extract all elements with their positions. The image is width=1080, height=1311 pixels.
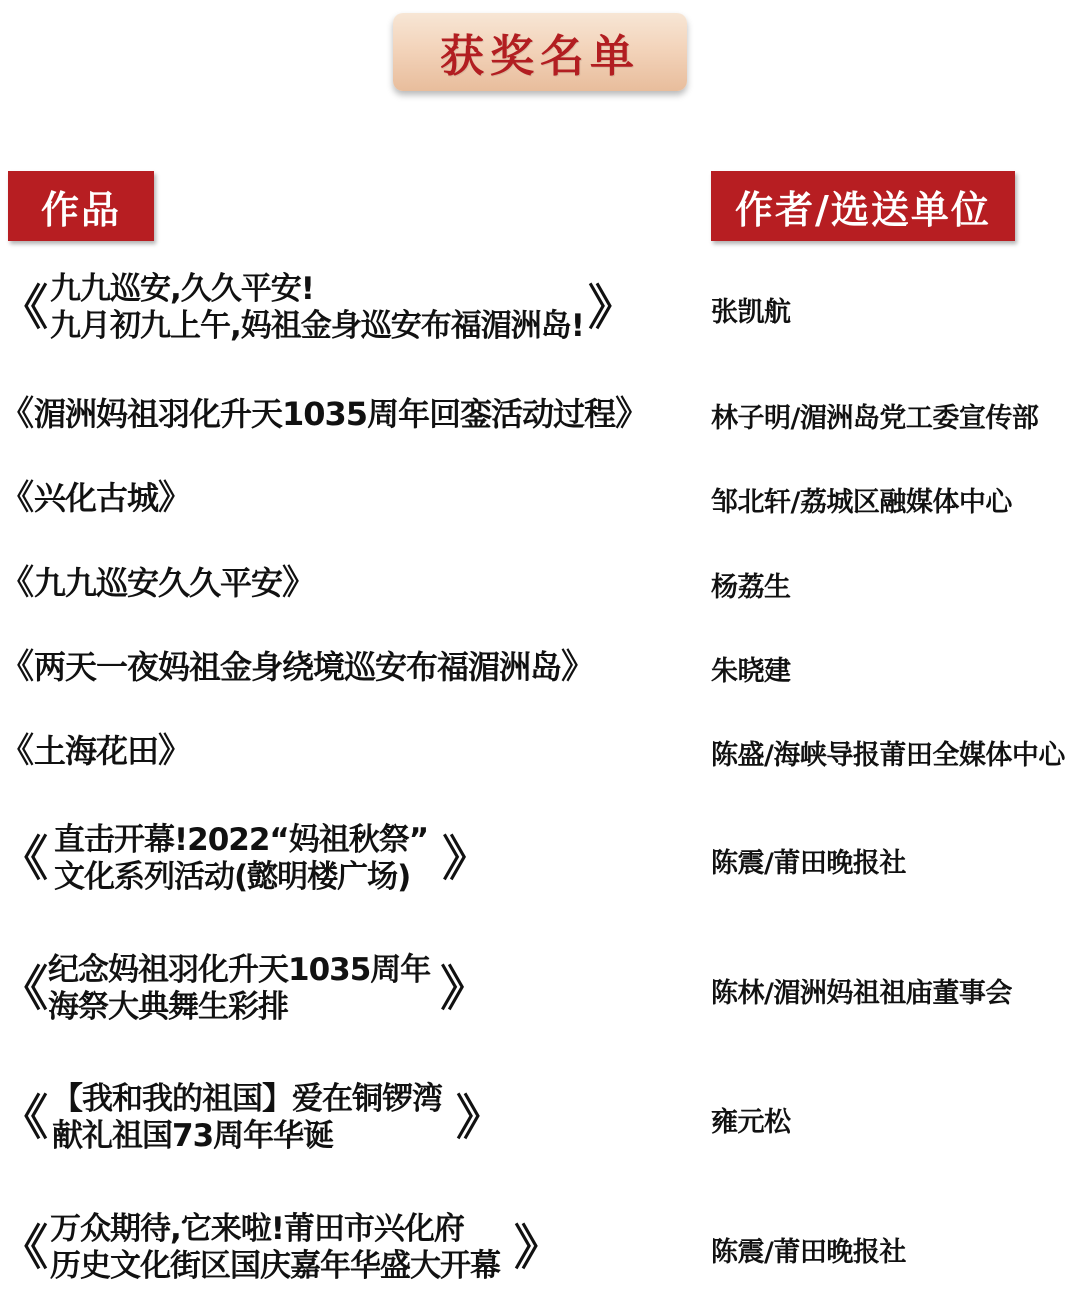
close-bracket: 》	[442, 831, 491, 887]
author-name: 陈震/莆田晚报社	[711, 1237, 906, 1268]
award-entry	[0, 813, 1080, 905]
work-title-line: 两天一夜妈祖金身绕境巡安布福湄洲岛	[34, 647, 562, 686]
work-title-text	[34, 648, 561, 686]
work-title-line: 兴化古城	[34, 478, 159, 517]
work-title	[0, 1202, 562, 1294]
open-bracket: 《	[0, 1090, 49, 1146]
award-entry	[0, 645, 1080, 689]
author-name: 邹北轩/荔城区融媒体中心	[711, 487, 1012, 518]
work-title	[0, 262, 636, 354]
open-bracket: 《	[0, 647, 34, 687]
work-title	[0, 476, 192, 520]
close-bracket: 》	[561, 647, 596, 687]
open-bracket: 《	[0, 961, 49, 1017]
work-title-text	[48, 952, 430, 1026]
work-title-text	[34, 479, 158, 517]
work-title	[0, 943, 488, 1035]
close-bracket: 》	[514, 1220, 563, 1276]
author-name: 杨荔生	[711, 572, 791, 603]
column-header-work: 作品	[8, 171, 154, 241]
author-name: 陈震/莆田晚报社	[711, 848, 906, 879]
open-bracket: 《	[0, 731, 34, 771]
work-title-line: 【我和我的祖国】爱在铜锣湾	[52, 1080, 443, 1117]
award-entry	[0, 561, 1080, 605]
open-bracket: 《	[0, 563, 34, 603]
work-title-line: 万众期待,它来啦!莆田市兴化府	[50, 1210, 464, 1247]
close-bracket: 》	[615, 394, 650, 434]
work-title	[0, 645, 595, 689]
work-title-line: 献礼祖国73周年华诞	[52, 1118, 334, 1154]
work-title-line: 纪念妈祖羽化升天1035周年	[48, 951, 431, 988]
author-name: 林子明/湄洲岛党工委宣传部	[711, 403, 1039, 434]
work-title-line: 直击开幕!2022“妈祖秋祭”	[54, 821, 429, 858]
work-title-line: 文化系列活动(懿明楼广场)	[54, 859, 411, 895]
award-entry	[0, 1202, 1080, 1294]
award-entry	[0, 476, 1080, 520]
work-title	[0, 561, 316, 605]
open-bracket: 《	[0, 280, 49, 336]
close-bracket: 》	[158, 478, 193, 518]
work-title	[0, 392, 649, 436]
close-bracket: 》	[282, 563, 317, 603]
author-name: 陈林/湄洲妈祖祖庙董事会	[711, 978, 1012, 1009]
work-title	[0, 1072, 504, 1164]
work-title	[0, 813, 490, 905]
close-bracket: 》	[440, 961, 489, 1017]
work-title-text	[34, 564, 282, 602]
close-bracket: 》	[456, 1090, 505, 1146]
author-name: 朱晓建	[711, 656, 791, 687]
page-title: 获奖名单	[440, 31, 640, 82]
work-title-line: 九九巡安久久平安	[34, 563, 283, 602]
author-name: 雍元松	[711, 1107, 791, 1138]
work-title-text	[52, 1081, 442, 1155]
author-name: 张凯航	[711, 297, 791, 328]
work-title-text	[50, 271, 584, 345]
award-entry	[0, 1072, 1080, 1164]
work-title-line: 九九巡安,久久平安!	[50, 270, 314, 307]
title-plaque	[393, 13, 687, 91]
work-title-line: 海祭大典舞生彩排	[48, 989, 289, 1025]
work-title-line: 历史文化街区国庆嘉年华盛大开幕	[50, 1248, 501, 1284]
close-bracket: 》	[158, 731, 193, 771]
award-entry	[0, 943, 1080, 1035]
close-bracket: 》	[587, 280, 636, 336]
open-bracket: 《	[0, 394, 34, 434]
award-entry	[0, 729, 1080, 773]
column-header-author: 作者/选送单位	[711, 171, 1015, 241]
award-entry	[0, 262, 1080, 354]
open-bracket: 《	[0, 831, 49, 887]
author-name: 陈盛/海峡导报莆田全媒体中心	[711, 740, 1065, 771]
open-bracket: 《	[0, 478, 34, 518]
award-entry	[0, 392, 1080, 436]
work-title-text	[34, 395, 615, 433]
work-title-text	[54, 822, 428, 896]
work-title-text	[34, 732, 158, 770]
work-title-line: 九月初九上午,妈祖金身巡安布福湄洲岛!	[50, 308, 584, 344]
work-title-line: 湄洲妈祖羽化升天1035周年回銮活动过程	[34, 394, 616, 433]
work-title-line: 土海花田	[34, 731, 159, 770]
work-title	[0, 729, 192, 773]
work-title-text	[50, 1211, 500, 1285]
open-bracket: 《	[0, 1220, 49, 1276]
